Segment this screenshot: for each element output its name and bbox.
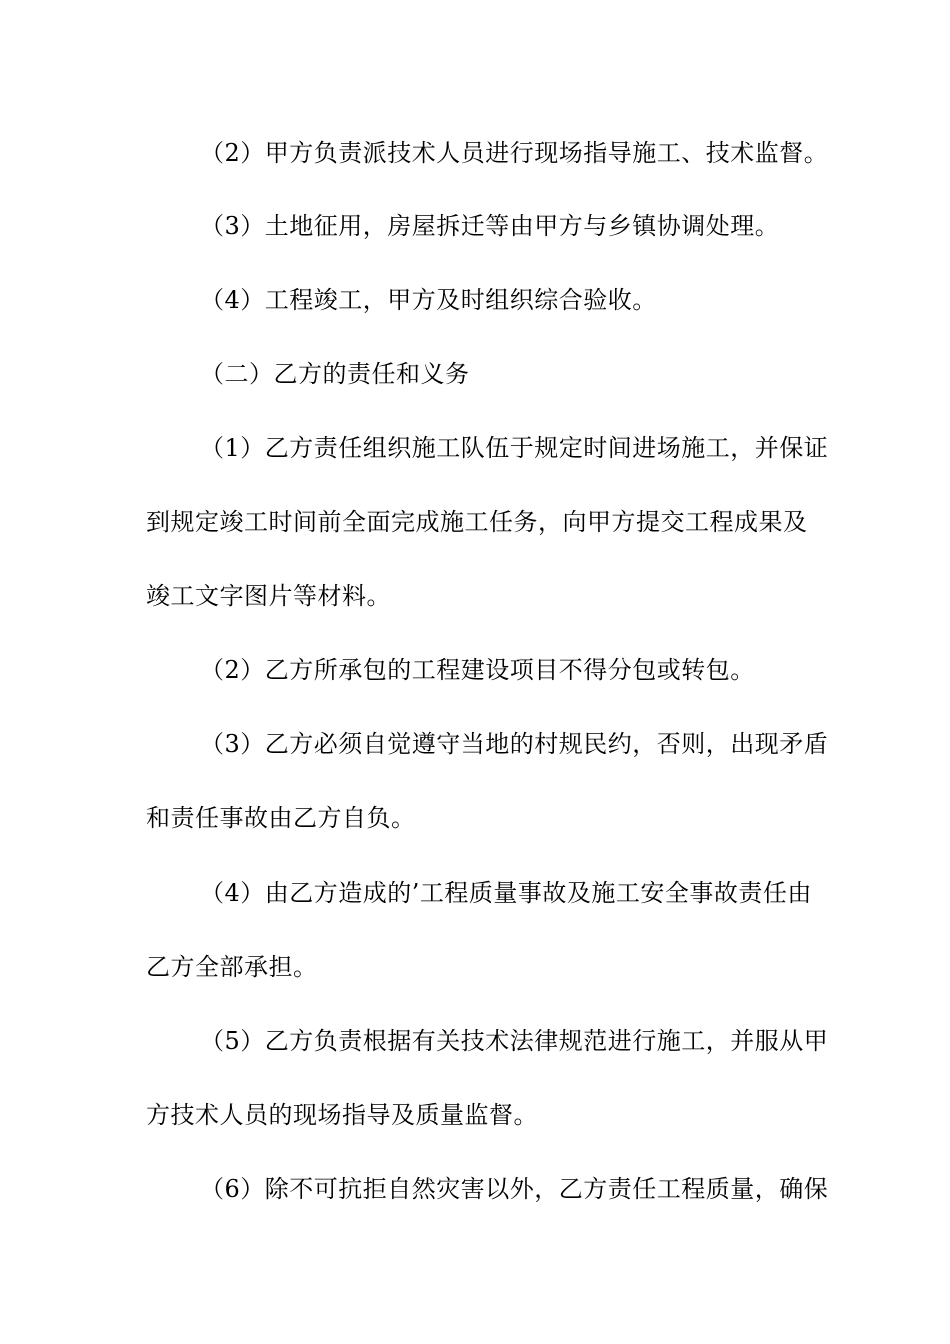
paragraph-line: 和责任事故由乙方自负。 xyxy=(146,804,416,832)
paragraph-line: （3）乙方必须自觉遵守当地的村规民约，否则，出现矛盾 xyxy=(200,730,829,758)
paragraph-line: 到规定竣工时间前全面完成施工任务，向甲方提交工程成果及 xyxy=(146,508,808,536)
paragraph-line: （4）由乙方造成的’工程质量事故及施工安全事故责任由 xyxy=(200,879,812,907)
paragraph-line: 方技术人员的现场指导及质量监督。 xyxy=(146,1101,538,1129)
paragraph-line: 乙方全部承担。 xyxy=(146,953,318,981)
paragraph-line: 竣工文字图片等材料。 xyxy=(146,582,391,610)
paragraph-line: （4）工程竣工，甲方及时组织综合验收。 xyxy=(200,286,657,314)
paragraph-line: （6）除不可抗拒自然灾害以外，乙方责任工程质量，确保 xyxy=(200,1175,829,1203)
paragraph-line: （2）甲方负责派技术人员进行现场指导施工、技术监督。 xyxy=(200,139,829,167)
section-heading: （二）乙方的责任和义务 xyxy=(200,360,470,388)
paragraph-line: （5）乙方负责根据有关技术法律规范进行施工，并服从甲 xyxy=(200,1027,829,1055)
paragraph-line: （2）乙方所承包的工程建设项目不得分包或转包。 xyxy=(200,656,755,684)
paragraph-line: （3）土地征用，房屋拆迁等由甲方与乡镇协调处理。 xyxy=(200,212,780,240)
paragraph-line: （1）乙方责任组织施工队伍于规定时间进场施工，并保证 xyxy=(200,434,829,462)
